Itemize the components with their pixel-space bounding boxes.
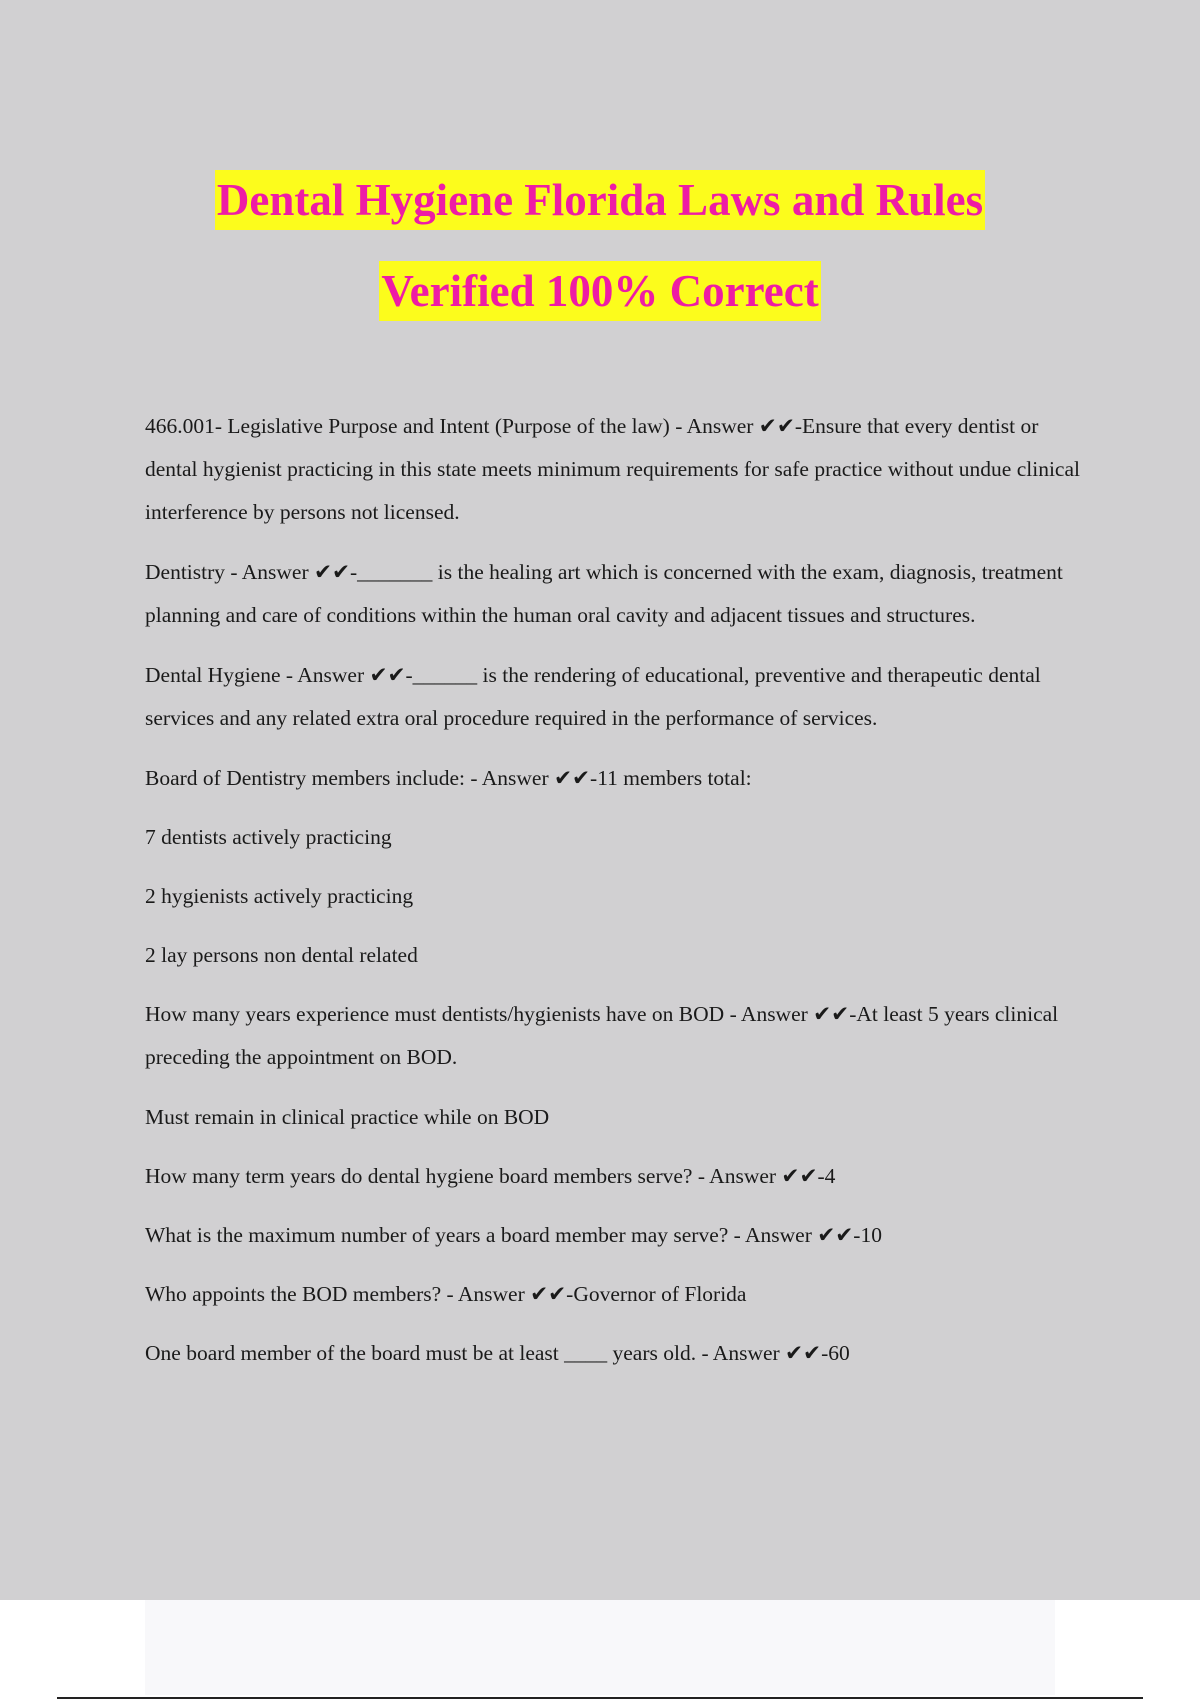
paragraph-age: One board member of the board must be at least ____ years old. - Answer ✔✔-60: [145, 1341, 850, 1365]
paragraph-dental-hygiene: Dental Hygiene - Answer ✔✔-______ is the rendering of educational, preventive and therapeutic dental services and any related extra oral procedure required in the performance of services.: [145, 663, 1041, 730]
document-body: [145, 405, 1090, 1391]
paragraph-term-years: How many term years do dental hygiene board members serve? - Answer ✔✔-4: [145, 1164, 836, 1188]
next-page-preview: [0, 1600, 1200, 1700]
title-line-1: Dental Hygiene Florida Laws and Rules: [215, 170, 985, 230]
document-title: [0, 170, 1200, 321]
next-page-blank: [145, 1600, 1055, 1695]
paragraph-appoints: Who appoints the BOD members? - Answer ✔✔-Governor of Florida: [145, 1282, 747, 1306]
list-item-hygienists: 2 hygienists actively practicing: [145, 884, 414, 908]
paragraph-dentistry: Dentistry - Answer ✔✔-_______ is the healing art which is concerned with the exam, diagnosis, treatment planning and care of conditions within the human oral cavity and adjacent tissues and structures.: [145, 560, 1063, 627]
title-line-2: Verified 100% Correct: [379, 261, 820, 321]
paragraph-legislative-purpose: 466.001- Legislative Purpose and Intent (Purpose of the law) - Answer ✔✔-Ensure that every dentist or dental hygienist practicing in this state meets minimum requirements for safe practice without undue clinical interference by persons not licensed.: [145, 414, 1080, 524]
paragraph-board-members: Board of Dentistry members include: - Answer ✔✔-11 members total:: [145, 766, 752, 790]
paragraph-clinical-practice: Must remain in clinical practice while on BOD: [145, 1105, 550, 1129]
list-item-dentists: 7 dentists actively practicing: [145, 825, 392, 849]
list-item-lay-persons: 2 lay persons non dental related: [145, 943, 418, 967]
page-divider: [57, 1697, 1143, 1699]
paragraph-max-years: What is the maximum number of years a board member may serve? - Answer ✔✔-10: [145, 1223, 882, 1247]
paragraph-years-experience: How many years experience must dentists/hygienists have on BOD - Answer ✔✔-At least 5 years clinical preceding the appointment on BOD.: [145, 1002, 1059, 1069]
